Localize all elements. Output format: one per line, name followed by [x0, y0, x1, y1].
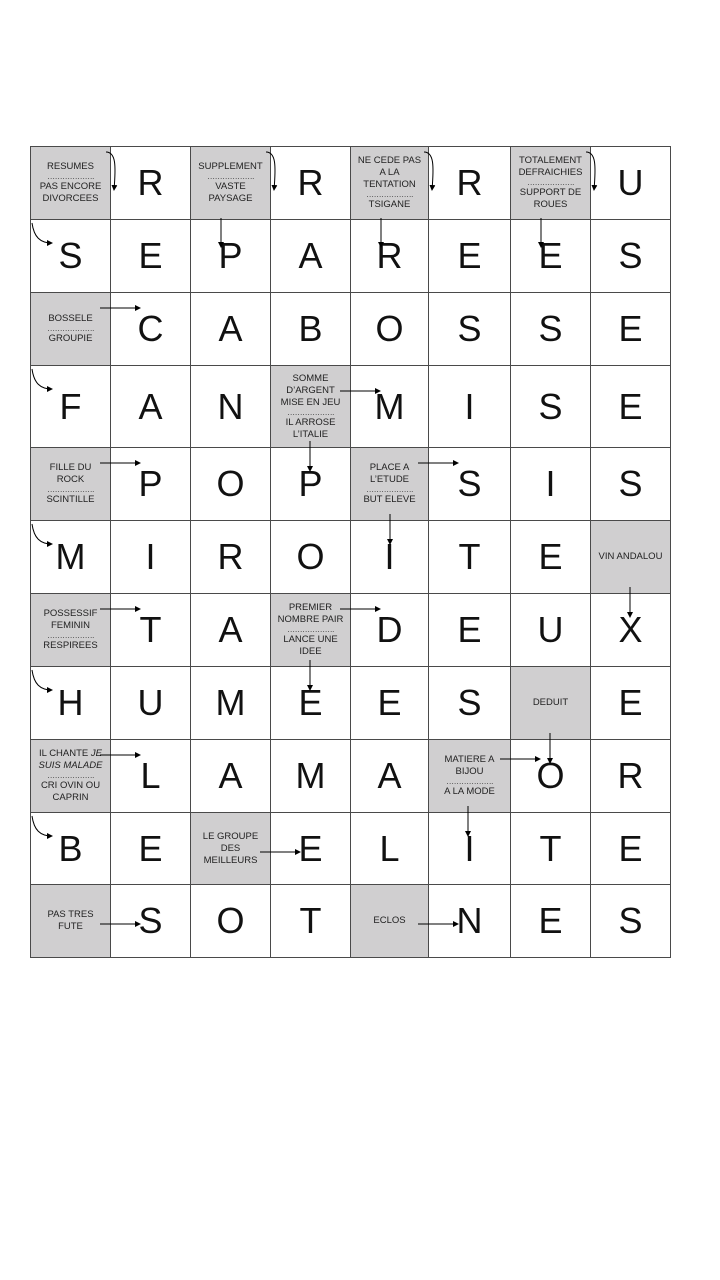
- letter-cell: [270, 292, 351, 366]
- grid-letter: X: [618, 609, 643, 650]
- clue-cell: [30, 739, 111, 813]
- letter-cell: [510, 520, 591, 594]
- letter-cell: [190, 365, 271, 448]
- clue-text: IL CHANTE JE SUIS MALADE: [38, 748, 103, 771]
- grid-letter: N: [217, 385, 244, 427]
- grid-letter: E: [618, 827, 643, 869]
- grid-letter: E: [538, 235, 563, 276]
- grid-letter: R: [217, 536, 244, 577]
- letter-cell: [190, 666, 271, 740]
- clue-separator: ……………….: [47, 172, 94, 181]
- clue-text: RESPIREES: [43, 640, 98, 651]
- grid-letter: R: [297, 162, 324, 203]
- grid-letter: S: [457, 463, 482, 504]
- grid-letter: I: [384, 536, 395, 577]
- letter-cell: [428, 884, 511, 958]
- clue-text: LE GROUPE DES MEILLEURS: [202, 830, 259, 866]
- grid-letter: U: [537, 609, 564, 650]
- clue-cell: [190, 812, 271, 885]
- clue-text: IL ARROSE L’ITALIE: [285, 416, 336, 440]
- letter-cell: [590, 365, 671, 448]
- clue-text: GROUPIE: [48, 333, 93, 344]
- clue-text: POSSESSIF FEMININ: [43, 608, 98, 631]
- grid-letter: T: [139, 609, 162, 650]
- grid-letter: S: [138, 900, 163, 941]
- grid-letter: E: [538, 900, 563, 941]
- grid-letter: S: [538, 308, 563, 349]
- letter-cell: [110, 447, 191, 521]
- letter-cell: [590, 739, 671, 813]
- clue-box: [351, 448, 428, 520]
- letter-cell: [110, 593, 191, 667]
- clue-text: NE CEDE PAS A LA TENTATION: [357, 155, 422, 190]
- grid-letter: L: [140, 755, 161, 796]
- letter-cell: [190, 884, 271, 958]
- letter-cell: [428, 593, 511, 667]
- letter-cell: [30, 520, 111, 594]
- letter-cell: [350, 739, 429, 813]
- grid-letter: S: [618, 900, 643, 941]
- grid-letter: P: [218, 235, 243, 276]
- clue-text: PAS ENCORE DIVORCEES: [39, 181, 102, 204]
- clue-box: [351, 147, 428, 219]
- grid-letter: R: [456, 162, 483, 203]
- grid-letter: S: [618, 235, 643, 276]
- letter-cell: [30, 812, 111, 885]
- clue-text: SCINTILLE: [46, 494, 95, 505]
- clue-box: [271, 594, 350, 666]
- letter-cell: [110, 146, 191, 220]
- clue-cell: [30, 884, 111, 958]
- grid-letter: E: [618, 308, 643, 349]
- clue-box: [271, 366, 350, 447]
- letter-cell: [428, 812, 511, 885]
- clue-box: [31, 448, 110, 520]
- clue-separator: ……………….: [47, 485, 94, 494]
- clue-text: TSIGANE: [368, 199, 411, 210]
- letter-cell: [270, 219, 351, 293]
- grid-letter: P: [138, 463, 163, 504]
- letter-cell: [30, 666, 111, 740]
- clue-cell: [428, 739, 511, 813]
- grid-letter: H: [57, 682, 84, 723]
- letter-cell: [270, 520, 351, 594]
- clue-separator: ……………….: [47, 324, 94, 333]
- grid-letter: I: [464, 385, 475, 427]
- grid-letter: M: [295, 755, 326, 796]
- grid-letter: E: [138, 235, 163, 276]
- letter-cell: [270, 146, 351, 220]
- grid-letter: T: [299, 900, 322, 941]
- letter-cell: [428, 219, 511, 293]
- letter-cell: [190, 447, 271, 521]
- grid-letter: T: [539, 827, 562, 869]
- letter-cell: [510, 219, 591, 293]
- grid-letter: A: [218, 308, 243, 349]
- grid-letter: E: [377, 682, 402, 723]
- grid-letter: M: [374, 385, 405, 427]
- clue-cell: [30, 593, 111, 667]
- letter-cell: [350, 666, 429, 740]
- clue-cell: [350, 447, 429, 521]
- grid-letter: S: [58, 235, 83, 276]
- clue-text: TOTALEMENT DEFRAICHIES: [518, 155, 583, 178]
- letter-cell: [270, 447, 351, 521]
- letter-cell: [350, 520, 429, 594]
- clue-text: PAS TRES FUTE: [47, 909, 94, 932]
- grid-letter: E: [618, 385, 643, 427]
- letter-cell: [350, 812, 429, 885]
- clue-separator: ……………….: [47, 771, 94, 780]
- clue-cell: [350, 146, 429, 220]
- clue-text: PREMIER NOMBRE PAIR: [277, 602, 344, 625]
- grid-letter: O: [536, 755, 565, 796]
- crossword-grid: [30, 146, 670, 957]
- clue-separator: ……………….: [366, 190, 413, 199]
- clue-cell: [350, 884, 429, 958]
- clue-box: [31, 147, 110, 219]
- clue-cell: [510, 146, 591, 220]
- letter-cell: [428, 520, 511, 594]
- clue-box: [511, 667, 590, 739]
- clue-box: [511, 147, 590, 219]
- grid-letter: E: [138, 827, 163, 869]
- letter-cell: [428, 146, 511, 220]
- grid-letter: O: [375, 308, 404, 349]
- letter-cell: [510, 739, 591, 813]
- grid-letter: I: [464, 827, 475, 869]
- clue-text: SUPPLEMENT: [198, 161, 263, 172]
- clue-text: RESUMES: [47, 161, 94, 172]
- grid-letter: S: [457, 308, 482, 349]
- letter-cell: [510, 812, 591, 885]
- grid-letter: P: [298, 463, 323, 504]
- grid-letter: O: [216, 900, 245, 941]
- clue-text: BOSSELE: [48, 313, 93, 324]
- grid-letter: S: [618, 463, 643, 504]
- letter-cell: [510, 292, 591, 366]
- letter-cell: [190, 219, 271, 293]
- grid-letter: A: [218, 609, 243, 650]
- grid-letter: R: [137, 162, 164, 203]
- clue-cell: [270, 365, 351, 448]
- letter-cell: [590, 447, 671, 521]
- letter-cell: [110, 739, 191, 813]
- letter-cell: [510, 593, 591, 667]
- letter-cell: [590, 219, 671, 293]
- clue-cell: [30, 292, 111, 366]
- clue-box: [191, 147, 270, 219]
- letter-cell: [30, 219, 111, 293]
- letter-cell: [510, 447, 591, 521]
- clue-separator: ……………….: [207, 172, 254, 181]
- letter-cell: [590, 292, 671, 366]
- clue-box: [591, 521, 670, 593]
- grid-letter: I: [145, 536, 156, 577]
- clue-text: PLACE A L’ETUDE: [369, 462, 410, 485]
- grid-letter: U: [617, 162, 644, 203]
- letter-cell: [428, 666, 511, 740]
- clue-cell: [30, 146, 111, 220]
- clue-cell: [190, 146, 271, 220]
- grid-letter: E: [457, 609, 482, 650]
- grid-letter: E: [618, 682, 643, 723]
- clue-separator: ……………….: [366, 485, 413, 494]
- clue-separator: ……………….: [446, 777, 493, 786]
- clue-text: VIN ANDALOU: [598, 551, 663, 562]
- clue-text: MATIERE A BIJOU: [444, 754, 495, 777]
- clue-text: VASTE PAYSAGE: [208, 181, 253, 204]
- clue-text: ECLOS: [373, 915, 406, 926]
- grid-letter: R: [617, 755, 644, 796]
- letter-cell: [110, 219, 191, 293]
- grid-letter: E: [538, 536, 563, 577]
- letter-cell: [190, 739, 271, 813]
- grid-letter: L: [379, 827, 400, 869]
- clue-box: [31, 740, 110, 812]
- clue-text: DEDUIT: [532, 697, 569, 708]
- letter-cell: [270, 666, 351, 740]
- letter-cell: [510, 365, 591, 448]
- grid-letter: R: [376, 235, 403, 276]
- letter-cell: [350, 292, 429, 366]
- grid-letter: A: [377, 755, 402, 796]
- clue-separator: ……………….: [287, 407, 334, 417]
- letter-cell: [110, 292, 191, 366]
- clue-cell: [270, 593, 351, 667]
- grid-letter: N: [456, 900, 483, 941]
- letter-cell: [428, 365, 511, 448]
- letter-cell: [350, 219, 429, 293]
- grid-letter: B: [298, 308, 323, 349]
- letter-cell: [110, 884, 191, 958]
- grid-letter: B: [58, 827, 83, 869]
- letter-cell: [590, 812, 671, 885]
- letter-cell: [590, 884, 671, 958]
- grid-letter: A: [298, 235, 323, 276]
- grid-letter: M: [55, 536, 86, 577]
- clue-box: [31, 594, 110, 666]
- letter-cell: [110, 365, 191, 448]
- grid-letter: D: [376, 609, 403, 650]
- letter-cell: [190, 593, 271, 667]
- clue-cell: [510, 666, 591, 740]
- clue-text: CRI OVIN OU CAPRIN: [40, 780, 101, 803]
- grid-letter: O: [296, 536, 325, 577]
- letter-cell: [350, 365, 429, 448]
- clue-box: [191, 813, 270, 884]
- clue-separator: ……………….: [527, 178, 574, 187]
- letter-cell: [110, 520, 191, 594]
- letter-cell: [110, 812, 191, 885]
- grid-letter: O: [216, 463, 245, 504]
- letter-cell: [350, 593, 429, 667]
- letter-cell: [270, 884, 351, 958]
- grid-letter: A: [218, 755, 243, 796]
- clue-cell: [590, 520, 671, 594]
- letter-cell: [270, 812, 351, 885]
- grid-letter: S: [538, 385, 563, 427]
- letter-cell: [590, 666, 671, 740]
- clue-box: [351, 885, 428, 957]
- clue-text: SUPPORT DE ROUES: [519, 187, 582, 210]
- letter-cell: [190, 292, 271, 366]
- clue-separator: ……………….: [47, 631, 94, 640]
- grid-letter: M: [215, 682, 246, 723]
- grid-letter: A: [138, 385, 163, 427]
- grid-letter: T: [458, 536, 481, 577]
- letter-cell: [510, 884, 591, 958]
- grid-letter: E: [457, 235, 482, 276]
- clue-box: [31, 885, 110, 957]
- letter-cell: [428, 292, 511, 366]
- clue-text: SOMME D’ARGENT MISE EN JEU: [280, 372, 341, 408]
- clue-text: FILLE DU ROCK: [49, 462, 92, 485]
- grid-letter: E: [298, 682, 323, 723]
- clue-text: A LA MODE: [444, 786, 495, 797]
- letter-cell: [590, 593, 671, 667]
- letter-cell: [428, 447, 511, 521]
- grid-letter: I: [545, 463, 556, 504]
- letter-cell: [270, 739, 351, 813]
- clue-text: LANCE UNE IDEE: [283, 634, 338, 657]
- grid-letter: F: [59, 385, 82, 427]
- grid-letter: E: [298, 827, 323, 869]
- clue-separator: ……………….: [287, 625, 334, 634]
- clue-box: [429, 740, 510, 812]
- clue-box: [31, 293, 110, 365]
- clue-text: BUT ELEVE: [363, 494, 416, 505]
- grid-letter: U: [137, 682, 164, 723]
- clue-cell: [30, 447, 111, 521]
- letter-cell: [30, 365, 111, 448]
- grid-letter: S: [457, 682, 482, 723]
- letter-cell: [190, 520, 271, 594]
- grid-letter: C: [137, 308, 164, 349]
- letter-cell: [110, 666, 191, 740]
- letter-cell: [590, 146, 671, 220]
